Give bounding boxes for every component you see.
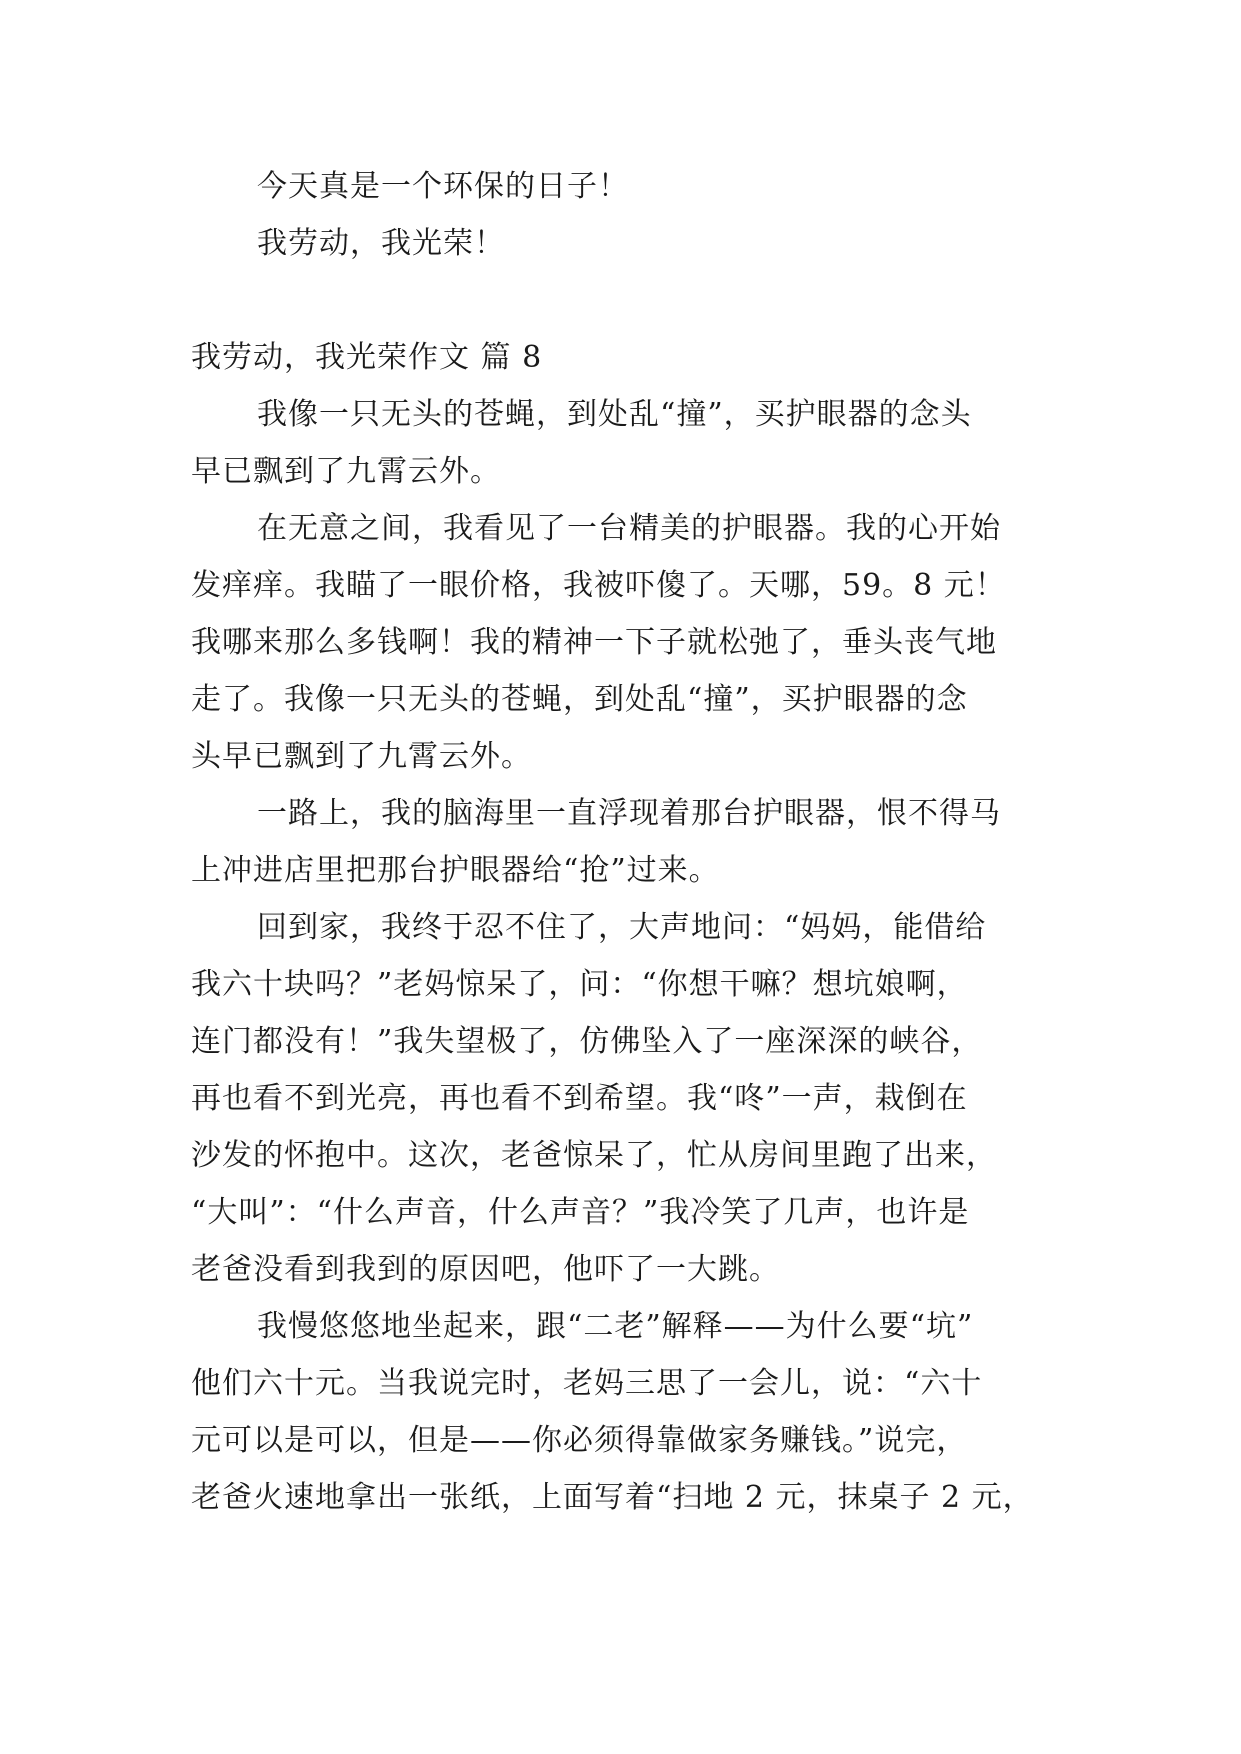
section-title: 我劳动，我光荣作文 篇 8 [191,340,543,375]
section-spacer [191,272,1057,329]
paragraph-line: 老爸没看到我到的原因吧，他吓了一大跳。 [191,1252,780,1287]
paragraph-line: “大叫”：“什么声音，什么声音？”我冷笑了几声，也许是 [191,1195,970,1230]
intro-line: 我劳动，我光荣！ [257,226,505,261]
paragraph-line: 一路上，我的脑海里一直浮现着那台护眼器，恨不得马 [257,796,1001,831]
paragraph-line: 我六十块吗？”老妈惊呆了，问：“你想干嘛？想坑娘啊， [191,967,968,1002]
paragraph-line: 我像一只无头的苍蝇，到处乱“撞”，买护眼器的念头 [257,397,972,432]
paragraph-line: 我慢悠悠地坐起来，跟“二老”解释——为什么要“坑” [257,1309,974,1344]
paragraph-line: 元可以是可以，但是——你必须得靠做家务赚钱。”说完， [191,1423,968,1458]
paragraph-line: 发痒痒。我瞄了一眼价格，我被吓傻了。天哪，59。8 元！ [191,568,1006,603]
paragraph-line: 再也看不到光亮，再也看不到希望。我“咚”一声，栽倒在 [191,1081,968,1116]
document-body [191,158,1057,1526]
paragraph-line: 他们六十元。当我说完时，老妈三思了一会儿，说：“六十 [191,1366,983,1401]
paragraph [191,386,1057,500]
paragraph-line: 老爸火速地拿出一张纸，上面写着“扫地 2 元，抹桌子 2 元， [191,1480,1034,1515]
paragraph-line: 连门都没有！”我失望极了，仿佛坠入了一座深深的峡谷， [191,1024,983,1059]
intro-line: 今天真是一个环保的日子！ [257,169,629,204]
paragraph-line: 早已飘到了九霄云外。 [191,454,501,489]
paragraph-line: 沙发的怀抱中。这次，老爸惊呆了，忙从房间里跑了出来， [191,1138,997,1173]
paragraph-line: 上冲进店里把那台护眼器给“抢”过来。 [191,853,720,888]
paragraph-line: 在无意之间，我看见了一台精美的护眼器。我的心开始 [257,511,1001,546]
paragraph [191,899,1057,1298]
paragraph-line: 走了。我像一只无头的苍蝇，到处乱“撞”，买护眼器的念 [191,682,968,717]
paragraph-line: 头早已飘到了九霄云外。 [191,739,532,774]
paragraph [191,785,1057,899]
paragraph-line: 我哪来那么多钱啊！我的精神一下子就松弛了，垂头丧气地 [191,625,997,660]
paragraph [191,500,1057,785]
paragraph [191,1298,1057,1526]
paragraph-line: 回到家，我终于忍不住了，大声地问：“妈妈，能借给 [257,910,987,945]
